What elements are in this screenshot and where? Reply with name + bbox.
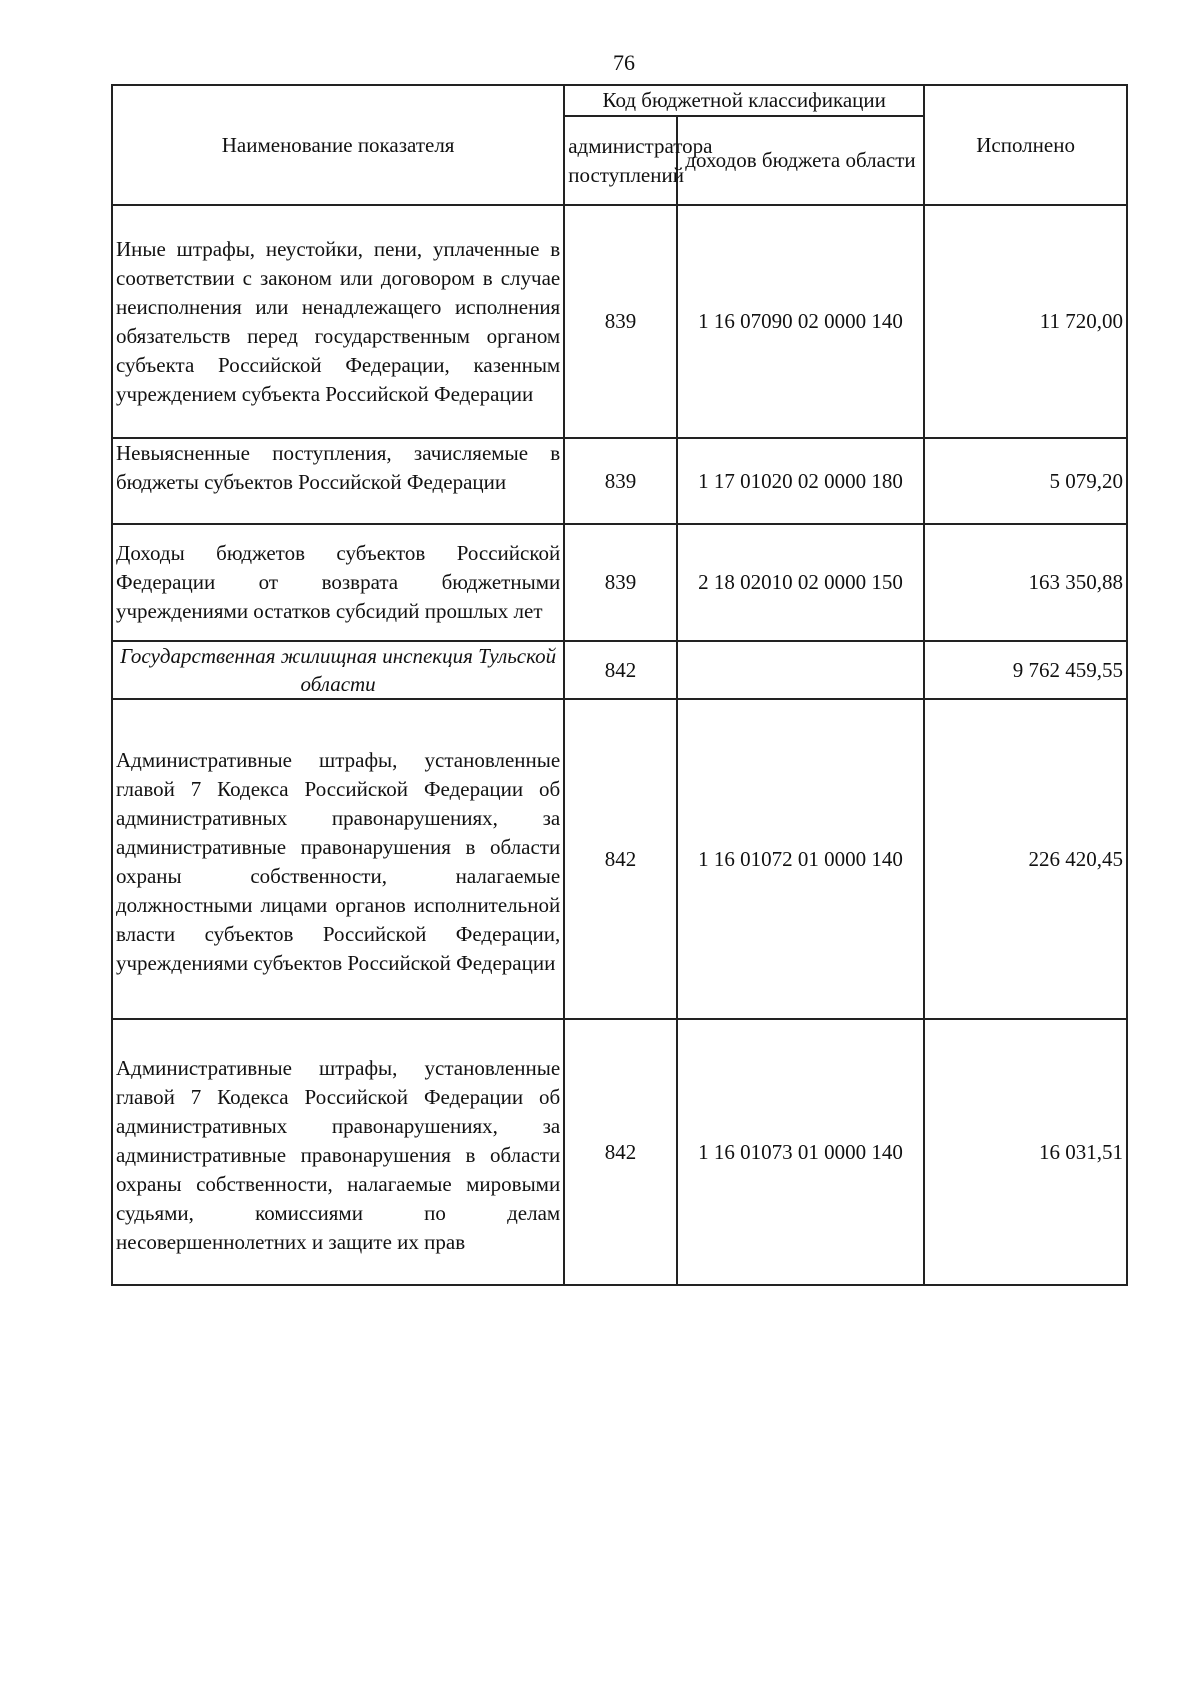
row-kbk-code: 2 18 02010 02 0000 150 — [677, 524, 924, 641]
table-row-group — [112, 641, 1127, 699]
row-name: Невыясненные поступления, зачисляемые в бюджеты субъектов Российской Федерации — [112, 438, 564, 524]
row-amount: 16 031,51 — [924, 1019, 1127, 1285]
header-executed: Исполнено — [924, 85, 1127, 205]
budget-table — [111, 84, 1128, 1286]
row-name: Иные штрафы, неустойки, пени, уплаченные в соответствии с законом или договором в случае неисполнения или ненадлежащего исполнения обязательств перед государственным органом субъекта Российской Федерации, казенным учреждением субъекта Российской Федерации — [112, 205, 564, 438]
row-admin-code: 839 — [564, 438, 677, 524]
row-name-organization: Государственная жилищная инспекция Тульской области — [112, 641, 564, 699]
header-admin: администратора поступлений — [564, 116, 677, 205]
row-name: Доходы бюджетов субъектов Российской Федерации от возврата бюджетными учреждениями остатков субсидий прошлых лет — [112, 524, 564, 641]
row-admin-code: 839 — [564, 524, 677, 641]
row-admin-code: 842 — [564, 1019, 677, 1285]
row-amount: 11 720,00 — [924, 205, 1127, 438]
row-kbk-code: 1 16 07090 02 0000 140 — [677, 205, 924, 438]
row-amount: 226 420,45 — [924, 699, 1127, 1019]
row-kbk-code: 1 16 01073 01 0000 140 — [677, 1019, 924, 1285]
row-amount: 9 762 459,55 — [924, 641, 1127, 699]
row-admin-code: 842 — [564, 699, 677, 1019]
row-kbk-code: 1 16 01072 01 0000 140 — [677, 699, 924, 1019]
table-header-row — [112, 85, 1127, 116]
row-amount: 163 350,88 — [924, 524, 1127, 641]
page-number: 76 — [613, 50, 635, 75]
header-code-group: Код бюджетной классификации — [564, 85, 924, 116]
row-admin-code: 842 — [564, 641, 677, 699]
row-kbk-code — [677, 641, 924, 699]
row-amount: 5 079,20 — [924, 438, 1127, 524]
table-row — [112, 1019, 1127, 1285]
header-name: Наименование показателя — [112, 85, 564, 205]
row-name: Административные штрафы, установленные главой 7 Кодекса Российской Федерации об административных правонарушениях, за административные правонарушения в области охраны собственности, налагаемые мировыми судьями, комиссиями по делам несовершеннолетних и защите их прав — [112, 1019, 564, 1285]
row-name: Административные штрафы, установленные главой 7 Кодекса Российской Федерации об административных правонарушениях, за административные правонарушения в области охраны собственности, налагаемые должностными лицами органов исполнительной власти субъектов Российской Федерации, учреждениями субъектов Российской Федерации — [112, 699, 564, 1019]
header-income: доходов бюджета области — [677, 116, 924, 205]
table-row — [112, 524, 1127, 641]
table-row — [112, 438, 1127, 524]
row-kbk-code: 1 17 01020 02 0000 180 — [677, 438, 924, 524]
table-row — [112, 699, 1127, 1019]
row-admin-code: 839 — [564, 205, 677, 438]
table-row — [112, 205, 1127, 438]
